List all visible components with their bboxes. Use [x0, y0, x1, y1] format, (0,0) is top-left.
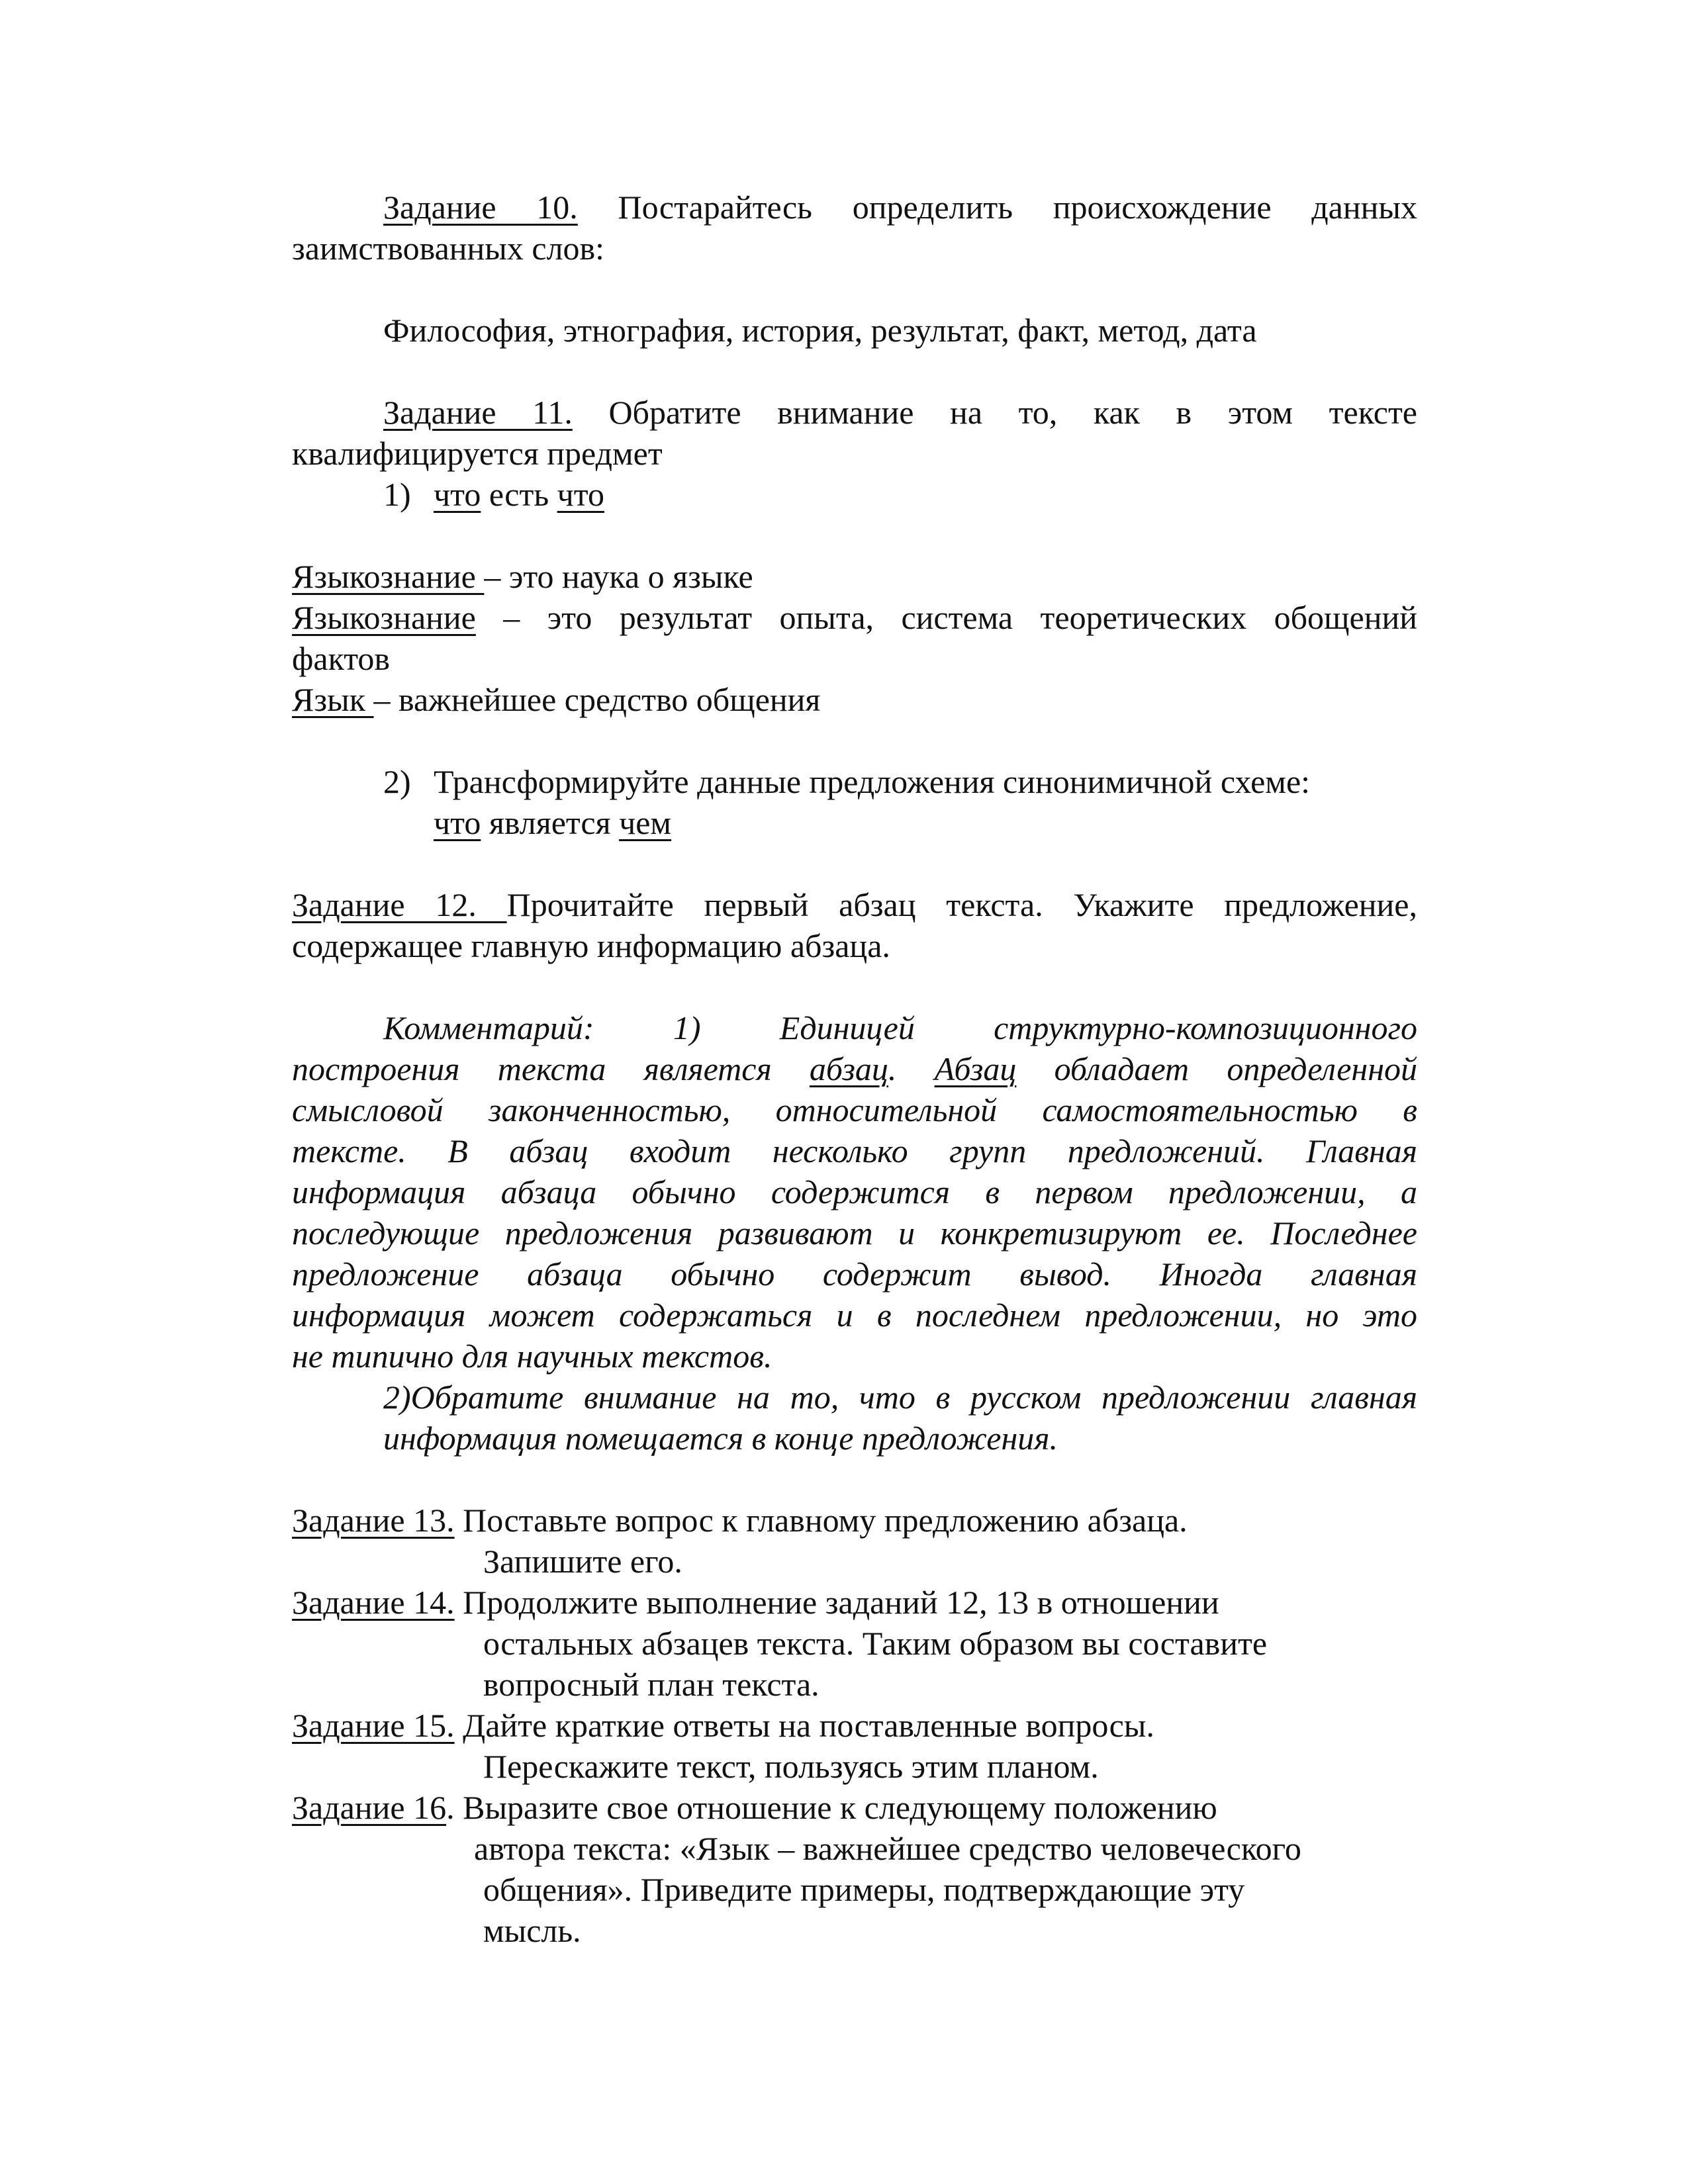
item2-mid: является [489, 804, 611, 841]
task15-line1 [292, 1705, 1417, 1746]
definition-3 [292, 679, 1417, 720]
item1-word1: что [434, 476, 481, 513]
def2-term: Языкознание [292, 599, 476, 636]
task11-item2-scheme [434, 802, 1417, 843]
task14-label: Задание 14. [292, 1584, 455, 1621]
task13-line1 [292, 1500, 1417, 1541]
task10-text: Постарайтесь определить происхождение данных [618, 189, 1417, 226]
task10-label: Задание 10. [383, 189, 578, 226]
task16-line2: автора текста: «Язык – важнейшее средство человеческого [474, 1830, 1301, 1867]
comment-abzac-2: Абзац [934, 1050, 1017, 1087]
task15-text: Дайте краткие ответы на поставленные вопросы. [454, 1707, 1154, 1744]
task12-line1 [292, 884, 1417, 925]
comment-line2-b: . [888, 1050, 935, 1087]
task11-line1 [383, 392, 1417, 433]
task11-item2 [383, 761, 1417, 802]
item2-text: Трансформируйте данные предложения синонимичной схеме: [434, 763, 1311, 800]
item2-word1: что [434, 804, 481, 841]
task11-text: Обратите внимание на то, как в этом тексте [608, 394, 1417, 431]
comment-abzac-1: абзац [809, 1050, 888, 1087]
comment-line5: информация абзаца обычно содержится в первом предложении, а [292, 1173, 1417, 1210]
def3-text: – важнейшее средство общения [373, 681, 821, 718]
task11-line2: квалифицируется предмет [292, 435, 663, 472]
comment-line4: тексте. В абзац входит несколько групп предложений. Главная [292, 1132, 1417, 1169]
task14-text: Продолжите выполнение заданий 12, 13 в отношении [454, 1584, 1219, 1621]
comment-line2 [292, 1048, 1417, 1089]
task13-text: Поставьте вопрос к главному предложению абзаца. [454, 1502, 1188, 1539]
task16-label: Задание 16 [292, 1789, 447, 1826]
task15-line2: Перескажите текст, пользуясь этим планом. [483, 1748, 1099, 1785]
comment-line10: 2)Обратите внимание на то, что в русском предложении главная [383, 1379, 1417, 1416]
task11-label: Задание 11. [383, 394, 573, 431]
comment-line11: информация помещается в конце предложения. [383, 1420, 1058, 1457]
comment-line2-a: построения текста является [292, 1050, 810, 1087]
comment-line3: смысловой законченностью, относительной самостоятельностью в [292, 1091, 1417, 1128]
task13-label: Задание 13. [292, 1502, 455, 1539]
task14-line3: вопросный план текста. [483, 1666, 820, 1703]
task16-line1 [292, 1787, 1417, 1828]
definition-1 [292, 556, 1417, 597]
comment-line7: предложение абзаца обычно содержит вывод. Иногда главная [292, 1255, 1417, 1293]
definition-2-cont: фактов [292, 640, 391, 677]
task12-label: Задание 12. [292, 886, 507, 923]
task10-line1 [383, 187, 1417, 228]
task16-text: . Выразите свое отношение к следующему положению [446, 1789, 1217, 1826]
item1-mid: есть [489, 476, 549, 513]
item1-word2: что [557, 476, 604, 513]
definition-2 [292, 597, 1417, 638]
task16-line3: общения». Приведите примеры, подтверждающие эту [483, 1871, 1245, 1908]
task15-label: Задание 15. [292, 1707, 455, 1744]
comment-line6: последующие предложения развивают и конкретизируют ее. Последнее [292, 1214, 1417, 1251]
task11-item1 [383, 474, 1417, 515]
task16-line4: мысль. [483, 1912, 581, 1949]
comment-line9: не типично для научных текстов. [292, 1338, 773, 1375]
def3-term: Язык [292, 681, 374, 718]
item1-number: 1) [383, 476, 411, 513]
comment-line2-c: обладает определенной [1016, 1050, 1417, 1087]
comment-line8: информация может содержаться и в последнем предложении, но это [292, 1297, 1417, 1334]
task12-line2: содержащее главную информацию абзаца. [292, 927, 890, 964]
def1-term: Языкознание [292, 558, 485, 595]
task10-line2: заимствованных слов: [292, 230, 605, 267]
def2-text: – это результат опыта, система теоретических обощений [503, 599, 1418, 636]
item2-number: 2) [383, 763, 411, 800]
task10-words: Философия, этнография, история, результат, факт, метод, дата [383, 312, 1257, 349]
task12-text: Прочитайте первый абзац текста. Укажите предложение, [506, 886, 1417, 923]
def1-text: – это наука о языке [484, 558, 753, 595]
task13-line2: Запишите его. [483, 1543, 682, 1580]
task14-line1 [292, 1582, 1417, 1623]
comment-line1: Комментарий: 1) Единицей структурно-композиционного [383, 1009, 1417, 1046]
task14-line2: остальных абзацев текста. Таким образом вы составите [483, 1625, 1268, 1662]
item2-word2: чем [619, 804, 672, 841]
